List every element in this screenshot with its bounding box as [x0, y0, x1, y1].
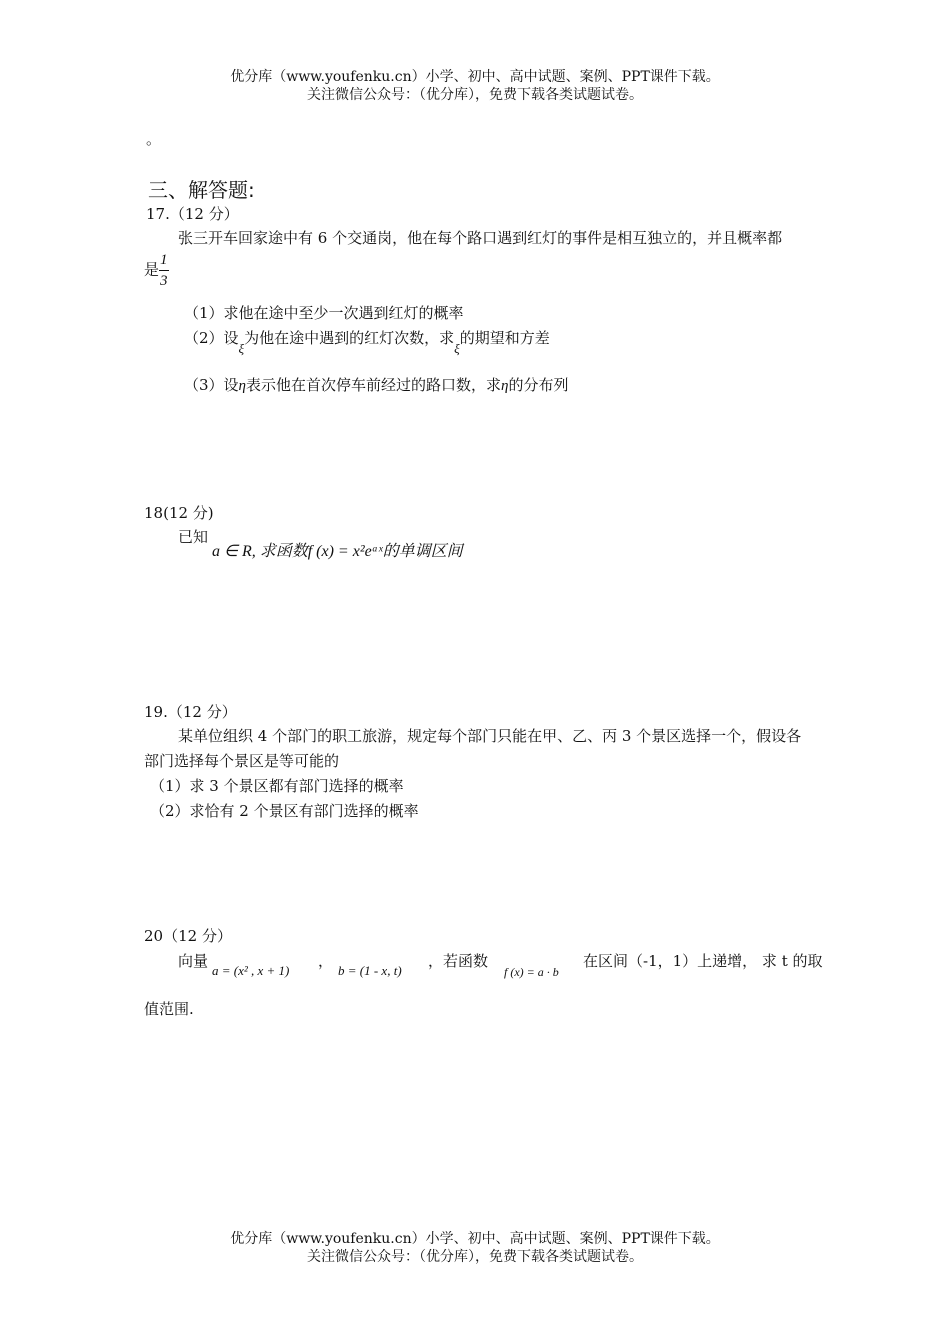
footer-line-2: 关注微信公众号：（优分库），免费下载各类试题试卷。 [307, 1249, 643, 1265]
q18-statement: a ∈ R, 求函数f (x) = x²eᵃˣ的单调区间 [212, 543, 463, 560]
q18-heading: 18(12 分) [144, 504, 214, 522]
q20-cont: 值范围. [144, 1000, 194, 1018]
section-title: 三、解答题: [148, 178, 255, 202]
xi-symbol: ξ [238, 341, 245, 356]
q19-part2: （2）求恰有 2 个景区有部门选择的概率 [150, 802, 419, 820]
q17-part2-b: 为他在途中遇到的红灯次数，求 [244, 329, 455, 347]
eta-symbol-2: η [501, 378, 509, 394]
q19-part1: （1）求 3 个景区都有部门选择的概率 [150, 777, 404, 795]
q17-part2-c: 的期望和方差 [459, 329, 550, 347]
q17-heading: 17.（12 分） [146, 205, 239, 223]
q19-intro: 某单位组织 4 个部门的职工旅游，规定每个部门只能在甲、乙、丙 3 个景区选择一个，假设各 [178, 727, 802, 745]
q17-intro-cont [144, 250, 169, 291]
q20-lead: 向量 [178, 952, 209, 970]
q18-lead: 已知 [178, 528, 209, 546]
q17-part3-b: 表示他在首次停车前经过的路口数，求 [246, 376, 502, 394]
q19-heading: 19.（12 分） [144, 703, 237, 721]
q17-part3-c: 的分布列 [508, 376, 569, 394]
footer-line-1: 优分库（www.youfenku.cn）小学、初中、高中试题、案例、PPT课件下载。 [230, 1231, 720, 1247]
xi-symbol-2: ξ [454, 341, 460, 356]
q17-part3 [184, 374, 568, 395]
q20-heading: 20（12 分） [144, 927, 232, 945]
q17-intro-cont-text: 是 [144, 260, 160, 279]
q20-comma-2: ，若函数 [428, 952, 489, 970]
q17-intro: 张三开车回家途中有 6 个交通岗，他在每个路口遇到红灯的事件是相互独立的，并且概率都 [178, 229, 783, 247]
q20-rest: 在区间（-1，1）上递增， 求 t 的取 [583, 952, 823, 970]
q20-function: f (x) = a · b [504, 965, 559, 979]
header-line-2: 关注微信公众号：（优分库），免费下载各类试题试卷。 [307, 87, 643, 103]
fraction-numerator: 1 [159, 250, 169, 271]
q20-vector-a: a = (x² , x + 1) [212, 963, 290, 978]
q17-part3-a: （3）设 [184, 376, 239, 394]
header-line-1: 优分库（www.youfenku.cn）小学、初中、高中试题、案例、PPT课件下载。 [230, 69, 720, 85]
q17-part2 [184, 327, 550, 356]
eta-symbol: η [238, 378, 246, 394]
q17-part1: （1）求他在途中至少一次遇到红灯的概率 [184, 304, 464, 322]
q17-part2-a: （2）设 [184, 329, 239, 347]
fraction-one-third [159, 250, 169, 291]
q19-intro-cont: 部门选择每个景区是等可能的 [144, 752, 340, 770]
stray-mark: 。 [146, 130, 162, 148]
q20-vector-b: b = (1 - x, t) [338, 963, 402, 978]
fraction-denominator: 3 [160, 273, 168, 289]
q20-comma-1: ， [318, 952, 334, 970]
